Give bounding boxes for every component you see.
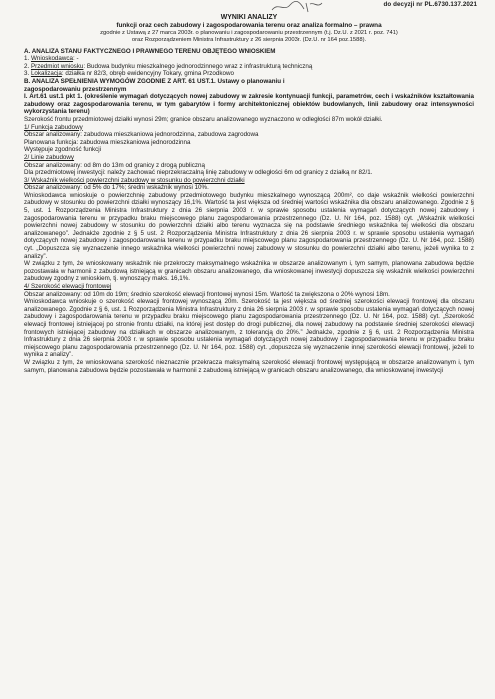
coverage-line-1: Obszar analizowany: od 5% do 17%; średni wskaźnik wynosi 10%. bbox=[24, 184, 209, 192]
legal-basis-1: zgodnie z Ustawą z 27 marca 2003r. o planowaniu i zagospodarowaniu przestrzennym (t.j. Dz.U. z 2021 r. poz. 741) bbox=[100, 29, 398, 36]
item-applicant: 1. Wnioskodawca: - bbox=[24, 55, 79, 63]
coverage-heading: 3/ Wskaźnik wielkości powierzchni zabudowy w stosunku do powierzchni działki bbox=[24, 176, 245, 184]
handwritten-mark bbox=[270, 0, 330, 14]
section-b-heading-2: zagospodarowaniu przestrzennym bbox=[24, 85, 127, 93]
legal-basis-2: oraz Rozporządzeniem Ministra Infrastruktury z 26 sierpnia 2003r. (Dz.U. nr 164 poz.1588). bbox=[131, 36, 367, 43]
facade-line-1: Obszar analizowany: od 10m do 19m; średnio szerokość elewacji frontowej wynosi 15m. Wartość ta zwiększona o 20% wynosi 18m. bbox=[24, 290, 390, 298]
item-subject: 2. Przedmiot wniosku: Budowa budynku mieszkalnego jednorodzinnego wraz z infrastrukturą techniczną bbox=[24, 62, 313, 70]
art-61-paragraph: I. Art.61 ust.1 pkt 1. (określenie wymagań dotyczących nowej zabudowy w zakresie kontynuacji funkcji, parametrów, cech i wskaźników kształtowania zabudowy oraz zagospodarowania terenu, w tym gabarytów i formy architektonicznej obiektów budowlanych, linii zabudowy oraz intensywności wykorzystania terenu) bbox=[24, 93, 474, 116]
coverage-paragraph-2: W związku z tym, że wnioskowany wskaźnik nie przekroczy maksymalnego wskaźnika w obszarze analizowanym i, tym samym, planowana zabudowa będzie pozostawała w harmonii z zabudową istniejącą w granicach obszaru analizowanego, dla wnioskowanej inwestycji dopuszcza się wskaźnik wielkości powierzchni zabudowy zgodny z wnioskiem, tj. wynoszący maks. 16,1%. bbox=[24, 260, 474, 283]
decision-reference: do decyzji nr PL.6730.137.2021 bbox=[383, 1, 477, 8]
front-width-paragraph: Szerokość frontu przedmiotowej działki wynosi 29m; granice obszaru analizowanego wyznaczono w odległości 87m wokół działki. bbox=[24, 115, 383, 123]
function-line-2: Planowana funkcja: zabudowa mieszkaniowa jednorodzinna bbox=[24, 138, 191, 146]
section-a-heading: A. ANALIZA STANU FAKTYCZNEGO I PRAWNEGO TERENU OBJĘTEGO WNIOSKIEM bbox=[24, 47, 276, 55]
function-line-1: Obszar analizowany: zabudowa mieszkaniowa jednorodzinna, zabudowa zagrodowa bbox=[24, 131, 259, 139]
function-heading: 1/ Funkcja zabudowy bbox=[24, 123, 83, 131]
building-lines-heading: 2/ Linie zabudowy bbox=[24, 153, 75, 161]
facade-paragraph-2: W związku z tym, że wnioskowana szerokość nieznacznie przekracza maksymalną szerokość elewacji frontowej występującą w obszarze analizowanym i, tym samym, planowana zabudowa będzie pozostawała w harmonii z zabudową istniejącą w granicach obszaru analizowanego, dla wnioskowanej inwestycji bbox=[24, 358, 474, 374]
item-location: 3. Lokalizacja: działka nr 82/3, obręb ewidencyjny Tokary, gmina Przodkowo bbox=[24, 70, 234, 78]
facade-heading: 4/ Szerokość elewacji frontowej bbox=[24, 283, 112, 290]
document-body bbox=[24, 14, 474, 374]
building-lines-1: Obszar analizowany: od 8m do 13m od granicy z drogą publiczną bbox=[24, 161, 206, 169]
facade-paragraph-1: Wnioskodawca wnioskuje o szerokość elewacji frontowej wynoszącą 20m. Szerokość ta jest większa od średniej szerokości elewacji frontowej dla obszaru analizowanego. Zgodnie z § 6, ust. 1 Rozporządzenia Ministra Infrastruktury z dnia 26 sierpnia 2003 r. w sprawie sposobu ustalenia wymagań dotyczących nowej zabudowy i zagospodarowania terenu w przypadku braku miejscowego planu zagospodarowania przestrzennego (Dz. U. Nr 164, poz. 1588) cyt. „Szerokość elewacji frontowej istniejącej po stronie frontu działki, na której jest dostęp do drogi publicznej, dla nowej zabudowy na podstawie średniej szerokości elewacji frontowych istniejącej zabudowy na działkach w obszarze analizowanym, z tolerancją do 20%.” Jednakże, zgodnie z § 6, ust. 2 Rozporządzenia Ministra Infrastruktury z dnia 26 sierpnia 2003 r. w sprawie sposobu ustalenia wymagań dotyczących nowej zabudowy i zagospodarowania terenu w przypadku braku miejscowego planu zagospodarowania przestrzennego (Dz. U. Nr 164, poz. 1588) cyt. „dopuszcza się wyznaczenie innej szerokości elewacji frontowej, jeżeli to wynika z analizy”. bbox=[24, 298, 474, 359]
function-line-3: Występuje zgodność funkcji bbox=[24, 146, 102, 154]
doc-title: WYNIKI ANALIZY bbox=[220, 14, 278, 21]
section-b-heading-1: B. ANALIZA SPEŁNIENIA WYMOGÓW ZGODNIE Z ART. 61 UST.1. Ustawy o planowaniu i bbox=[24, 77, 285, 85]
building-lines-2: Dla przedmiotowej inwestycji: należy zachować nieprzekraczalną linię zabudowy w odległości 6m od granicy z działką nr 82/1. bbox=[24, 169, 373, 177]
doc-subtitle: funkcji oraz cech zabudowy i zagospodarowania terenu oraz analiza formalno – prawna bbox=[116, 22, 382, 29]
coverage-paragraph-1: Wnioskodawca wnioskuje o powierzchnię zabudowy przedmiotowego budynku mieszkalnego wynoszącą 200m², co daje wskaźnik wielkości powierzchni zabudowy w stosunku do powierzchni działki wynoszący 16,1%. Wartość ta jest większa od średniej wartości wskaźnika dla obszaru analizowanego. Zgodnie z § 5, ust. 1 Rozporządzenia Ministra Infrastruktury z dnia 26 sierpnia 2003 r. w sprawie sposobu ustalenia wymagań dotyczących nowej zabudowy i zagospodarowania terenu w przypadku braku miejscowego planu zagospodarowania przestrzennego (Dz. U. Nr 164, poz. 1588) cyt. „Wskaźnik wielkości powierzchni nowej zabudowy w stosunku do powierzchni działki albo terenu wyznacza się na podstawie średniego wskaźnika tej wielkości dla obszaru analizowanego”. Jednakże zgodnie z § 5 ust. 2 Rozporządzenia Ministra Infrastruktury z dnia 26 sierpnia 2003 r. w sprawie sposobu ustalenia wymagań dotyczących nowej zabudowy i zagospodarowania terenu w przypadku braku miejscowego planu zagospodarowania przestrzennego (Dz. U. Nr 164, poz. 1588) cyt. „Dopuszcza się wyznaczenie innego wskaźnika wielkości powierzchni nowej zabudowy w stosunku do powierzchni działki albo terenu, jeżeli wynika to z analizy”. bbox=[24, 191, 474, 260]
